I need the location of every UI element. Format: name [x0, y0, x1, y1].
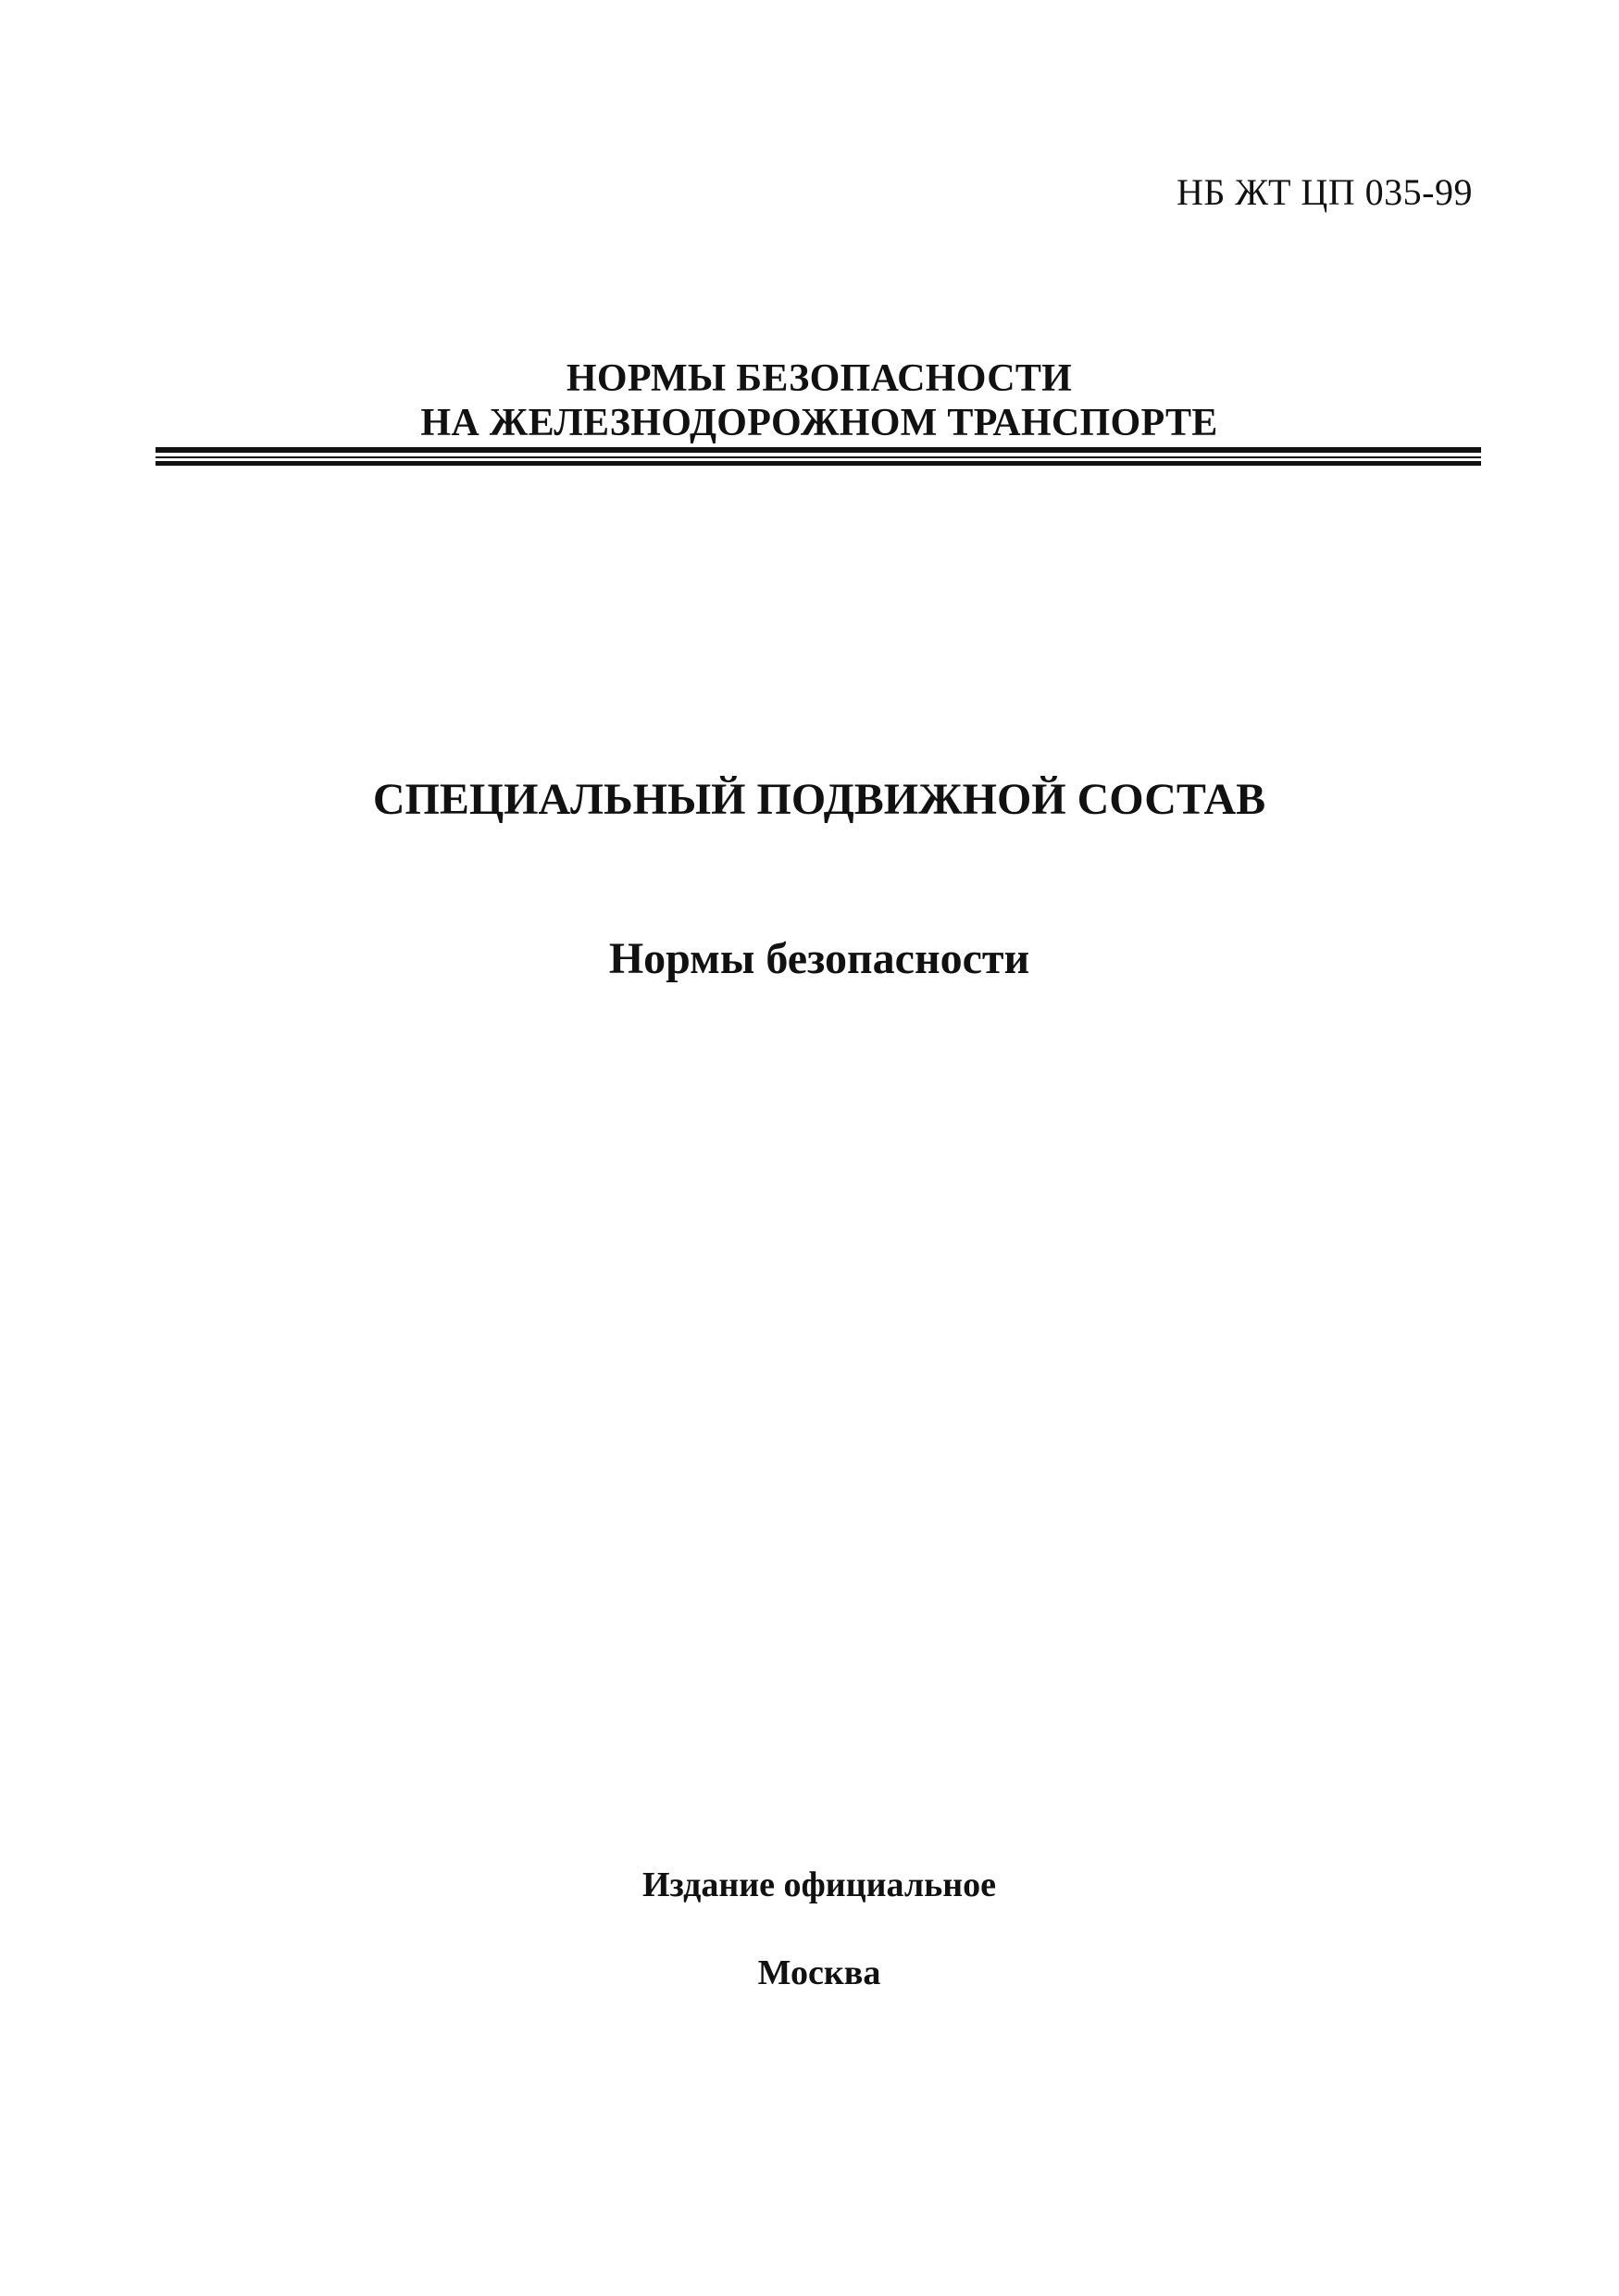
header-divider	[156, 447, 1481, 466]
publication-city: Москва	[757, 1953, 881, 1992]
document-code: НБ ЖТ ЦП 035-99	[1176, 171, 1473, 213]
header-line-2: НА ЖЕЛЕЗНОДОРОЖНОМ ТРАНСПОРТЕ	[420, 402, 1218, 444]
header-line-1: НОРМЫ БЕЗОПАСНОСТИ	[566, 357, 1073, 400]
divider-line-thin	[156, 456, 1481, 458]
document-header	[157, 356, 1481, 445]
document-subtitle: Нормы безопасности	[608, 934, 1030, 983]
edition-note: Издание официальное	[641, 1866, 996, 1904]
divider-line-thick-top	[156, 447, 1481, 453]
document-title: СПЕЦИАЛЬНЫЙ ПОДВИЖНОЙ СОСТАВ	[372, 775, 1266, 824]
divider-line-thick-bottom	[156, 461, 1481, 466]
